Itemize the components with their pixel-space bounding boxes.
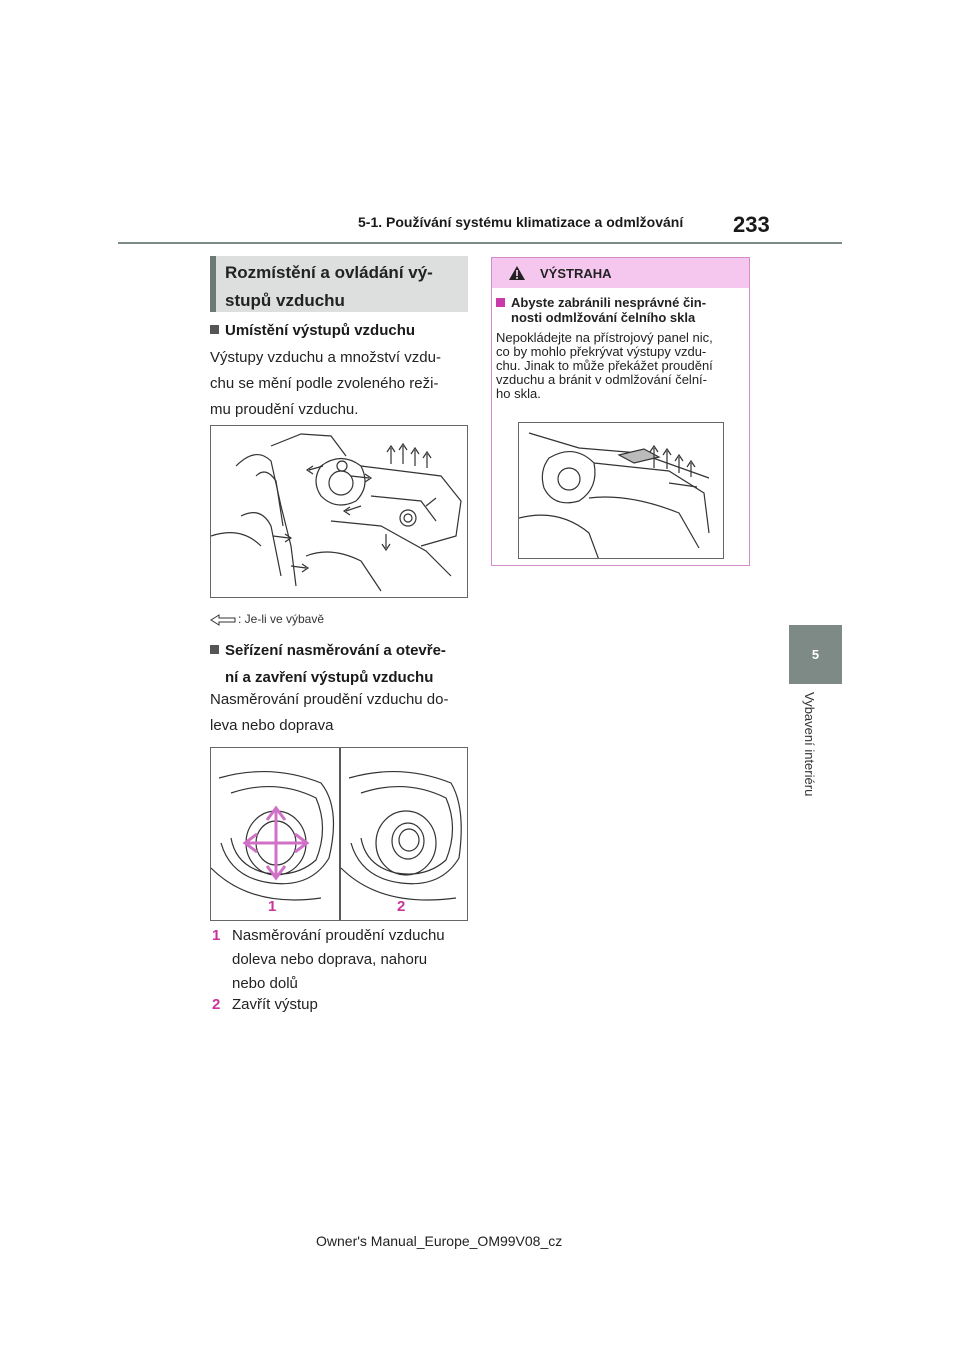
section-title-line1: Rozmístění a ovládání vý- — [225, 263, 433, 282]
warning-header — [492, 258, 749, 288]
adjustment-text: Nasměrování proudění vzduchu do- leva nebo doprava — [210, 691, 449, 734]
square-bullet-icon — [210, 645, 219, 654]
legend-arrow-icon — [210, 614, 236, 626]
chapter-tab-label-wrap — [802, 692, 826, 842]
adjustment-heading: Seřízení nasměrování a otevře- ní a zavření výstupů vzduchu — [210, 637, 446, 691]
figure-label-1: 1 — [268, 898, 277, 915]
running-header: 5-1. Používání systému klimatizace a odmlžování — [358, 214, 684, 230]
footer-text: Owner's Manual_Europe_OM99V08_cz — [316, 1233, 563, 1249]
step-number: 2 — [212, 996, 221, 1013]
chapter-label: Vybavení interiéru — [802, 692, 817, 797]
section-title-line2: stupů vzduchu — [225, 291, 345, 310]
warning-box — [491, 257, 750, 566]
square-bullet-icon — [210, 325, 219, 334]
page-number: 233 — [733, 212, 770, 237]
header-rule — [118, 242, 842, 244]
square-bullet-icon — [496, 298, 505, 307]
step-number: 1 — [212, 927, 221, 944]
warning-triangle-icon — [508, 265, 526, 281]
chapter-tab — [789, 625, 842, 684]
vent-adjustment-figure — [210, 747, 468, 921]
figure-label-2: 2 — [397, 898, 406, 915]
windshield-vents-figure — [518, 422, 724, 559]
warning-subheading: Abyste zabránili nesprávné čin- nosti odmlžování čelního skla — [496, 295, 741, 325]
placement-text: Výstupy vzduchu a množství vzdu- chu se mění podle zvoleného reži- mu proudění vzduchu. — [210, 349, 441, 418]
warning-title: VÝSTRAHA — [540, 265, 612, 281]
step-2: 2 Zavřít výstup — [212, 993, 470, 1017]
section-heading — [210, 256, 468, 312]
cabin-vents-figure — [210, 425, 468, 598]
step-1: 1 Nasměrování proudění vzduchu doleva nebo doprava, nahoru nebo dolů — [212, 924, 470, 996]
chapter-number: 5 — [811, 647, 820, 662]
legend: : Je-li ve výbavě — [210, 612, 324, 626]
placement-heading: Umístění výstupů vzduchu — [210, 317, 415, 344]
warning-text: Nepokládejte na přístrojový panel nic, co by mohlo překrývat výstupy vzdu- chu. Jinak to může překážet proudění vzduchu a bránit v odmlžování čelní- ho skla. — [496, 330, 713, 401]
